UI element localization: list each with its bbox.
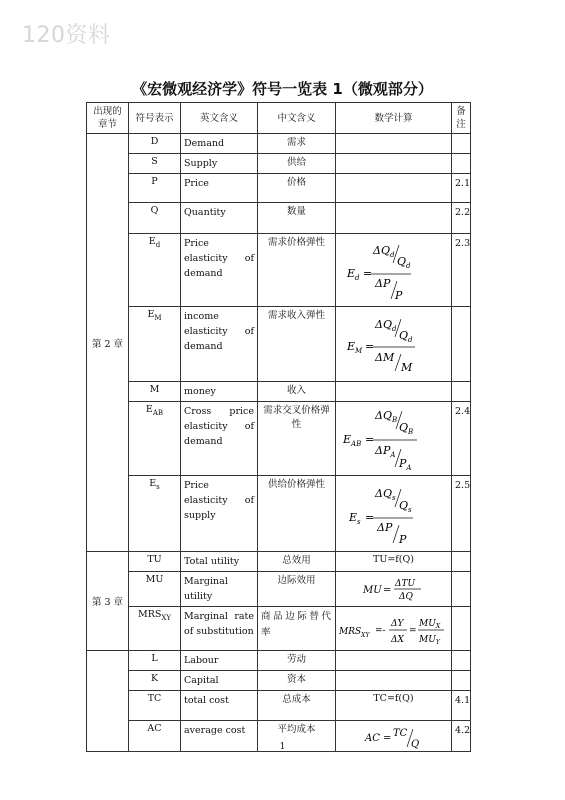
formula-cell	[336, 572, 452, 607]
table-row	[87, 382, 471, 402]
svg-text:ΔQB: $\Delta Q_B$	[375, 408, 398, 424]
chinese-cell: 资本	[258, 671, 336, 691]
svg-text:MUX: $MU_X$	[419, 618, 441, 630]
formula-cell	[336, 203, 452, 234]
svg-text:EM: $E_M$	[347, 340, 363, 355]
svg-text:Es: $E_s$	[349, 510, 361, 526]
table-row	[87, 174, 471, 203]
svg-text:ΔQd: $\Delta Q_d$	[373, 244, 395, 259]
svg-text:Ed: $E_d$	[347, 267, 360, 282]
table-row	[87, 552, 471, 572]
note-cell: 4.2	[452, 721, 471, 752]
header-english: 英文含义	[181, 103, 258, 134]
note-cell	[452, 651, 471, 671]
chinese-cell: 劳动	[258, 651, 336, 671]
note-cell: 2.3	[452, 234, 471, 307]
svg-text:=: =	[363, 267, 373, 280]
elasticity-formula-em	[339, 314, 449, 374]
symbol-base: E	[149, 478, 157, 489]
english-cell: average cost	[181, 721, 258, 752]
symbol-cell: L	[129, 651, 181, 671]
elasticity-formula-eab	[339, 405, 449, 473]
symbol-cell: K	[129, 671, 181, 691]
symbol-cell: TC	[129, 691, 181, 721]
symbol-subscript: d	[155, 240, 161, 249]
symbol-cell: TU	[129, 552, 181, 572]
symbol-cell	[129, 307, 181, 382]
symbol-base: E	[147, 309, 155, 320]
symbol-base: E	[145, 404, 153, 415]
symbol-cell	[129, 607, 181, 651]
chinese-cell: 需求价格弹性	[258, 234, 336, 307]
svg-text:ΔY: ΔY	[391, 618, 404, 629]
english-cell: Demand	[181, 134, 258, 154]
symbol-cell: Q	[129, 203, 181, 234]
svg-text:ΔQ: ΔQ	[399, 592, 413, 602]
svg-text:AC: AC	[365, 733, 380, 744]
header-symbol: 符号表示	[129, 103, 181, 134]
svg-text:ΔQs: $\Delta Q_s$	[375, 486, 396, 502]
table-row	[87, 671, 471, 691]
symbol-cell	[129, 234, 181, 307]
chinese-cell: 总效用	[258, 552, 336, 572]
header-note: 备注	[452, 103, 471, 134]
svg-text:MUY: $MU_Y$	[419, 634, 440, 646]
svg-text:ΔM: ΔM	[375, 351, 395, 364]
chinese-cell: 价格	[258, 174, 336, 203]
svg-text:ΔX: ΔX	[391, 634, 404, 645]
note-cell: 2.5	[452, 476, 471, 552]
chinese-cell: 总成本	[258, 691, 336, 721]
english-cell: Marginal rate of substitution	[181, 607, 258, 651]
svg-text:Qd: $Q_d$	[399, 329, 413, 344]
chinese-cell: 边际效用	[258, 572, 336, 607]
symbol-base: MRS	[138, 609, 162, 620]
header-formula: 数学计算	[336, 103, 452, 134]
table-row	[87, 607, 471, 651]
formula-cell: TU=f(Q)	[336, 552, 452, 572]
table-row	[87, 476, 471, 552]
english-cell: Supply	[181, 154, 258, 174]
table-row	[87, 154, 471, 174]
mrs-formula	[339, 612, 449, 646]
symbol-cell: S	[129, 154, 181, 174]
symbol-cell: M	[129, 382, 181, 402]
symbol-cell	[129, 476, 181, 552]
symbol-subscript: M	[154, 313, 162, 322]
marginal-utility-formula	[339, 576, 449, 602]
symbol-subscript: AB	[152, 408, 164, 417]
table-row	[87, 203, 471, 234]
svg-text:ΔQd: $\Delta Q_d$	[375, 318, 397, 333]
svg-text:=: =	[365, 432, 375, 446]
elasticity-formula-es	[339, 481, 449, 547]
symbol-cell	[129, 402, 181, 476]
chinese-cell: 收入	[258, 382, 336, 402]
symbol-cell: MU	[129, 572, 181, 607]
note-cell	[452, 154, 471, 174]
chinese-cell: 需求	[258, 134, 336, 154]
chinese-cell: 商品边际替代率	[258, 607, 336, 651]
formula-cell	[336, 154, 452, 174]
formula-cell	[336, 402, 452, 476]
formula-cell	[336, 651, 452, 671]
chapter-cell: 第 3 章	[87, 552, 129, 651]
english-cell: money	[181, 382, 258, 402]
svg-text:P: P	[395, 289, 403, 302]
table-row	[87, 307, 471, 382]
formula-cell	[336, 382, 452, 402]
formula-cell	[336, 476, 452, 552]
note-cell	[452, 552, 471, 572]
chinese-cell: 平均成本	[258, 721, 336, 752]
svg-text:ΔP: ΔP	[375, 277, 391, 290]
symbol-cell: P	[129, 174, 181, 203]
page-number: 1	[279, 742, 286, 752]
english-cell: Marginal utility	[181, 572, 258, 607]
watermark: 120资料	[22, 23, 111, 48]
header-chapter: 出现的章节	[87, 103, 129, 134]
english-cell: total cost	[181, 691, 258, 721]
formula-cell	[336, 174, 452, 203]
svg-text:=: =	[365, 340, 375, 353]
page-title: 《宏微观经济学》符号一览表 1（微观部分）	[132, 80, 433, 98]
formula-cell	[336, 671, 452, 691]
table-row	[87, 134, 471, 154]
svg-text:ΔP: ΔP	[377, 520, 393, 534]
svg-text:Q: Q	[411, 739, 420, 749]
symbol-base: E	[148, 236, 156, 247]
formula-cell	[336, 134, 452, 154]
svg-text:PA: $P_A$	[399, 456, 412, 472]
chinese-cell: 供给	[258, 154, 336, 174]
svg-text:=: =	[409, 625, 417, 636]
chinese-cell: 供给价格弹性	[258, 476, 336, 552]
formula-cell	[336, 307, 452, 382]
note-cell	[452, 382, 471, 402]
svg-text:=: =	[383, 733, 392, 744]
table-row	[87, 651, 471, 671]
header-chinese: 中文含义	[258, 103, 336, 134]
svg-text:MRSXY: $MRS_{XY}$	[339, 626, 370, 639]
svg-text:QB: $Q_B$	[399, 420, 414, 436]
table-row	[87, 234, 471, 307]
english-cell: Capital	[181, 671, 258, 691]
english-cell: Quantity	[181, 203, 258, 234]
chapter-cell	[87, 651, 129, 752]
svg-text:EAB: $E_{AB}$	[343, 432, 362, 448]
chinese-cell: 数量	[258, 203, 336, 234]
note-cell: 2.2	[452, 203, 471, 234]
table-row	[87, 402, 471, 476]
elasticity-formula-ed	[339, 237, 449, 303]
note-cell	[452, 671, 471, 691]
english-cell: Cross price elasticity of demand	[181, 402, 258, 476]
svg-text:=: =	[365, 510, 375, 524]
svg-text:Qd: $Q_d$	[397, 255, 411, 270]
symbol-subscript: XY	[161, 613, 171, 622]
chinese-cell: 需求交叉价格弹性	[258, 402, 336, 476]
note-cell	[452, 134, 471, 154]
svg-text:=: =	[383, 585, 392, 596]
svg-text:MU: MU	[363, 585, 382, 596]
formula-cell	[336, 234, 452, 307]
symbol-subscript: s	[156, 482, 160, 491]
table-row	[87, 572, 471, 607]
note-cell: 2.4	[452, 402, 471, 476]
english-cell: Total utility	[181, 552, 258, 572]
note-cell: 4.1	[452, 691, 471, 721]
symbol-table	[86, 102, 471, 752]
table-header-row	[87, 103, 471, 134]
note-cell	[452, 572, 471, 607]
svg-text:P: P	[399, 532, 407, 546]
svg-text:ΔPA: $\Delta P_A$	[375, 443, 396, 459]
svg-text:ΔTU: ΔTU	[395, 579, 416, 589]
svg-text:=-: =-	[375, 625, 386, 636]
chapter-cell: 第 2 章	[87, 134, 129, 552]
english-cell: Price elasticity of demand	[181, 234, 258, 307]
svg-text:M: M	[401, 361, 413, 374]
note-cell	[452, 607, 471, 651]
formula-cell: TC=f(Q)	[336, 691, 452, 721]
symbol-cell: D	[129, 134, 181, 154]
note-cell: 2.1	[452, 174, 471, 203]
table-row	[87, 691, 471, 721]
svg-text:TC: TC	[393, 728, 408, 739]
chinese-cell: 需求收入弹性	[258, 307, 336, 382]
svg-text:Qs: $Q_s$	[399, 498, 412, 514]
note-cell	[452, 307, 471, 382]
english-cell: Labour	[181, 651, 258, 671]
symbol-cell: AC	[129, 721, 181, 752]
english-cell: Price	[181, 174, 258, 203]
formula-cell	[336, 607, 452, 651]
english-cell: Price elasticity of supply	[181, 476, 258, 552]
english-cell: income elasticity of demand	[181, 307, 258, 382]
